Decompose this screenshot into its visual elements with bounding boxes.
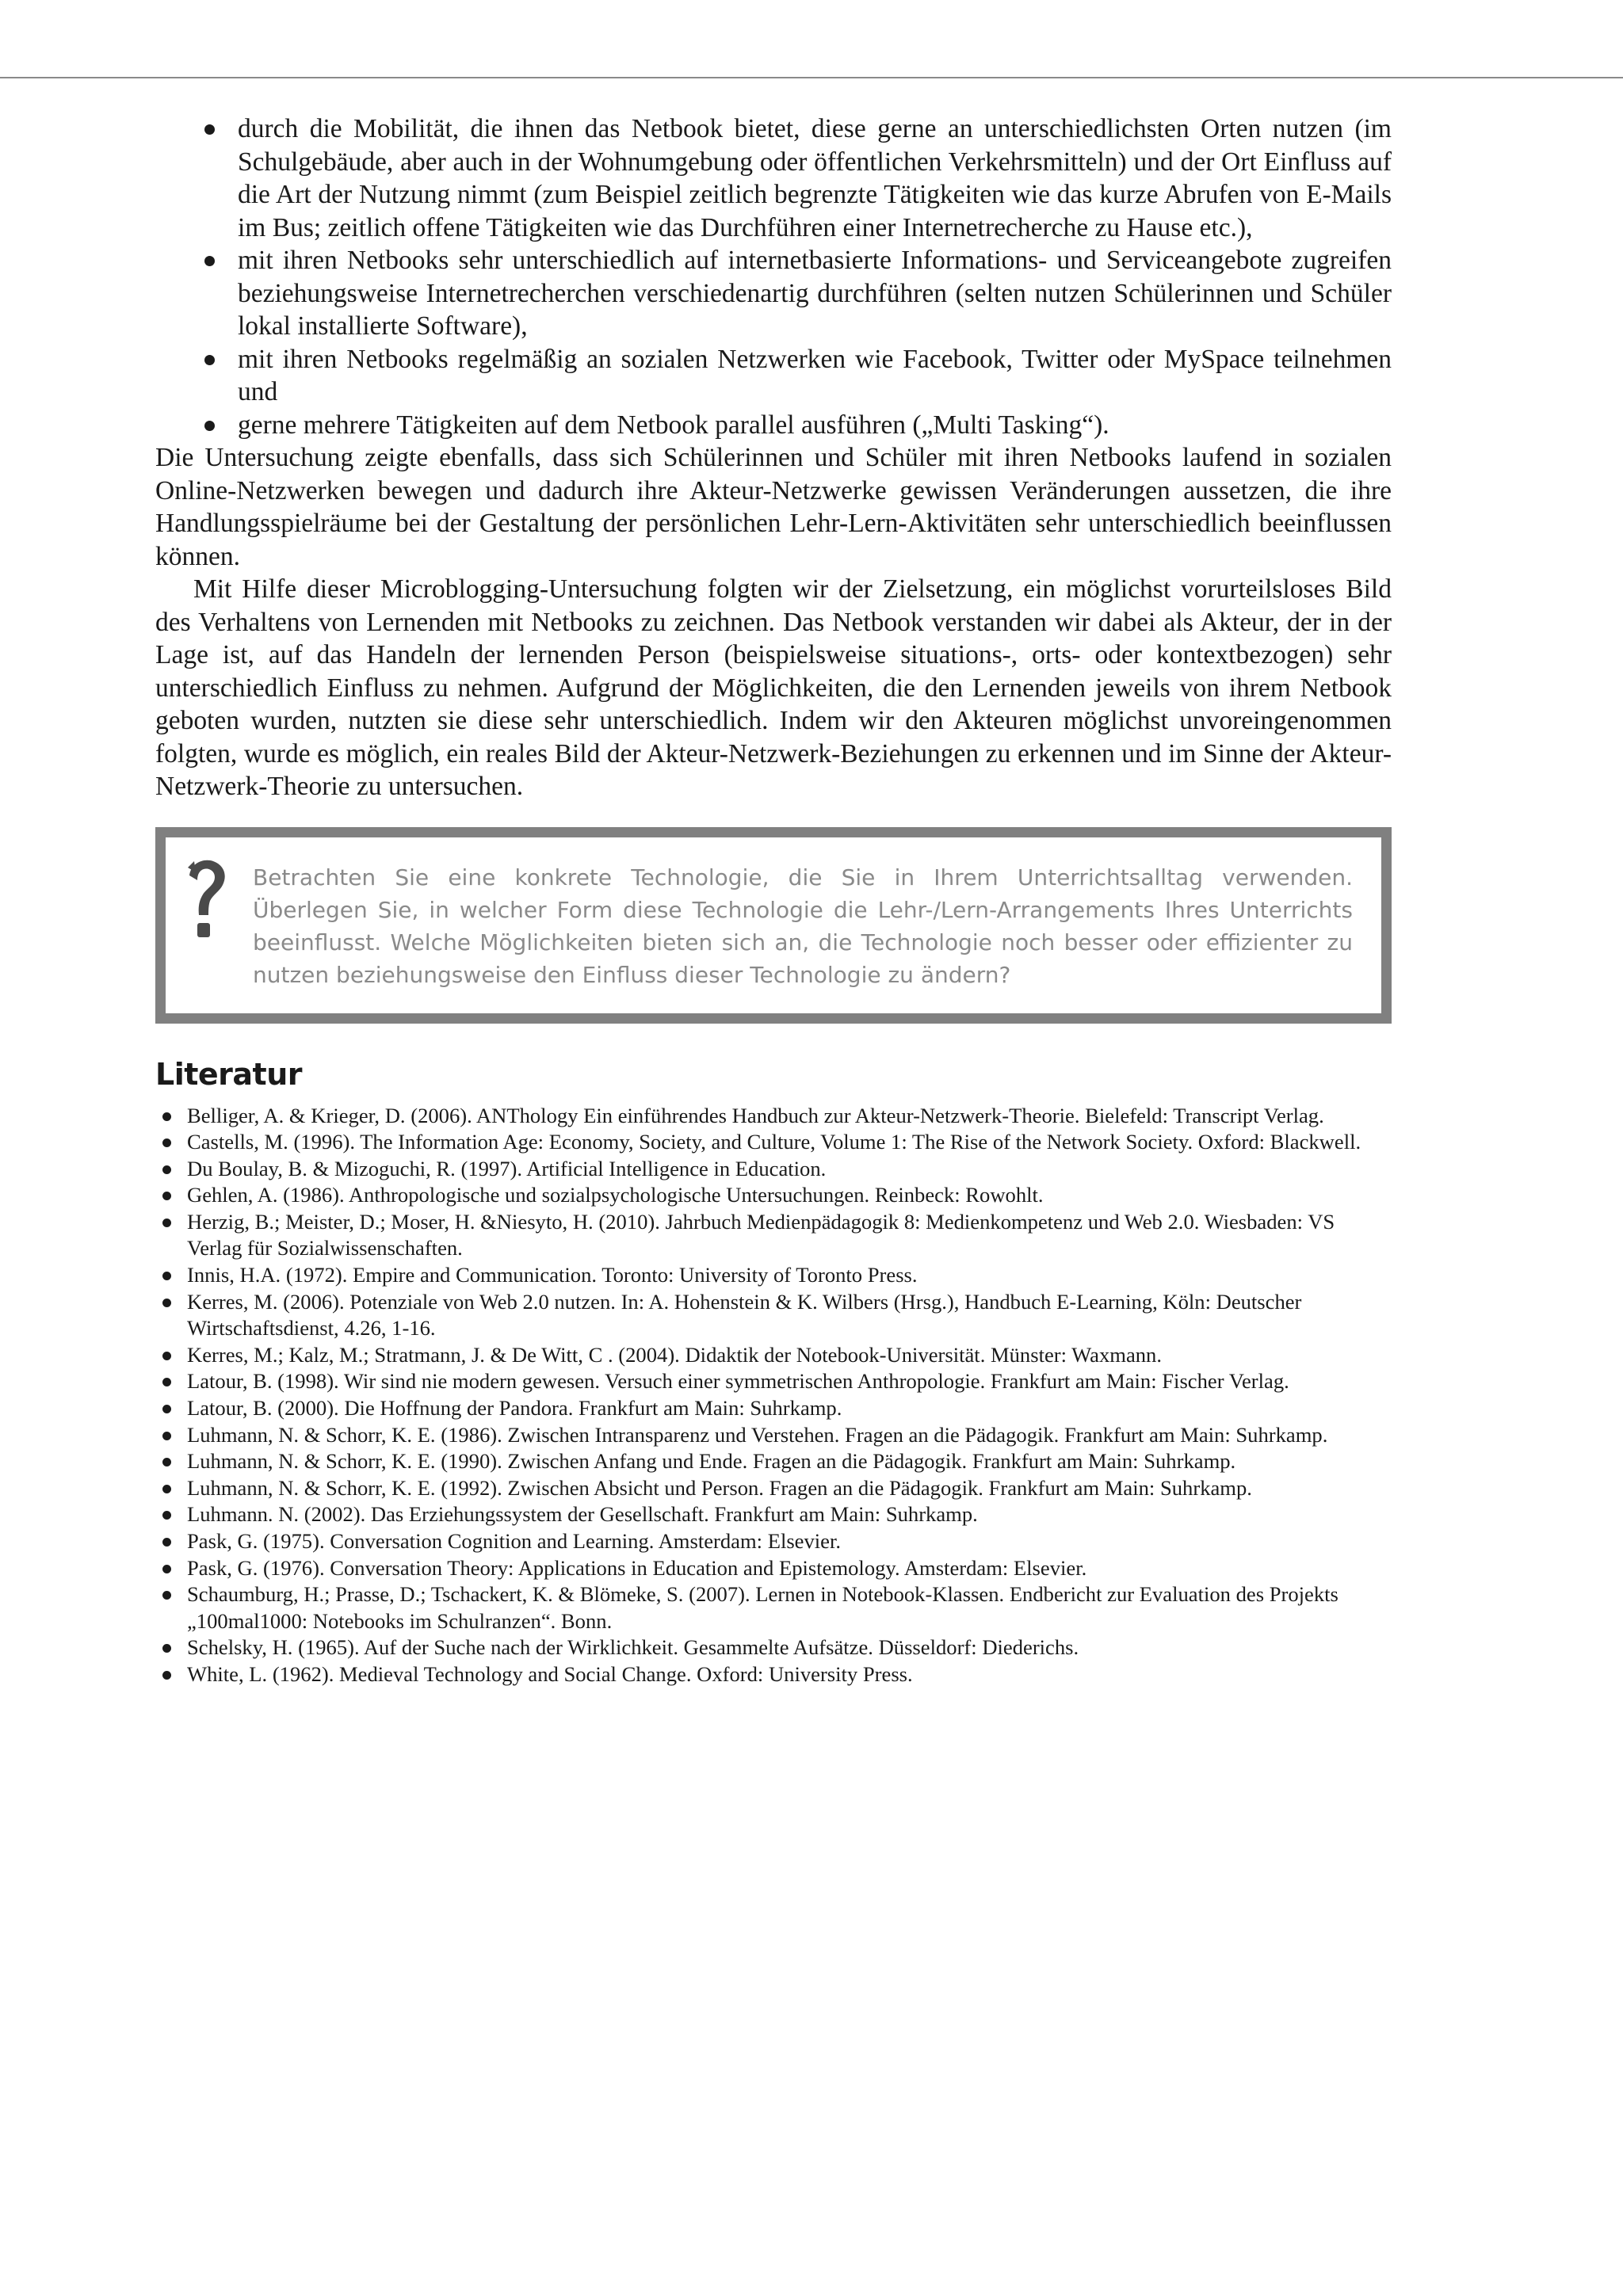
reference-item: Kerres, M. (2006). Potenziale von Web 2.0 nutzen. In: A. Hohenstein & K. Wilbers (Hrsg.), Handbuch E-Learning, Köln: Deutscher Wirtschaftsdienst, 4.26, 1-16. — [187, 1289, 1392, 1342]
question-mark-icon — [178, 858, 234, 945]
bullet-icon — [162, 1485, 171, 1493]
reference-item: Innis, H.A. (1972). Empire and Communication. Toronto: University of Toronto Press. — [187, 1262, 1392, 1289]
bullet-icon — [162, 1378, 171, 1386]
bullet-icon — [162, 1352, 171, 1360]
reference-item: Castells, M. (1996). The Information Age: Economy, Society, and Culture, Volume 1: The Rise of the Network Society. Oxford: Blackwell. — [187, 1129, 1392, 1156]
list-item: durch die Mobilität, die ihnen das Netbook bietet, diese gerne an unterschiedlichsten Orten nutzen (im Schulgebäude, aber auch in der Wohnumgebung oder öffentlichen Verkehrsmitteln) und der Ort Einfluss auf die Art der Nutzung nimmt (zum Beispiel zeitlich begrenzte Tätigkeiten wie das kurze Abrufen von E-Mails im Bus; zeitlich offene Tätigkeiten wie das Durchführen einer Internetrecherche zu Hause etc.), — [238, 113, 1392, 244]
bullet-icon — [204, 124, 215, 135]
reference-item: Gehlen, A. (1986). Anthropologische und sozialpsychologische Untersuchungen. Reinbeck: Rowohlt. — [187, 1182, 1392, 1209]
reference-item: Du Boulay, B. & Mizoguchi, R. (1997). Artificial Intelligence in Education. — [187, 1156, 1392, 1183]
reference-item: Luhmann. N. (2002). Das Erziehungssystem der Gesellschaft. Frankfurt am Main: Suhrkamp. — [187, 1501, 1392, 1528]
bullet-icon — [162, 1165, 171, 1174]
bullet-icon — [204, 256, 215, 266]
bullet-icon — [162, 1432, 171, 1440]
bullet-icon — [162, 1538, 171, 1547]
bullet-icon — [162, 1405, 171, 1413]
bullet-icon — [162, 1138, 171, 1147]
reference-item: Luhmann, N. & Schorr, K. E. (1990). Zwischen Anfang und Ende. Fragen an die Pädagogik. Frankfurt am Main: Suhrkamp. — [187, 1448, 1392, 1475]
list-item: mit ihren Netbooks sehr unterschiedlich auf internetbasierte Informations- und Serviceangebote zugreifen beziehungsweise Internetrecherchen verschiedenartig durchführen (selten nutzen Schülerinnen und Schüler lokal installierte Software), — [238, 244, 1392, 343]
body-text — [155, 113, 1392, 803]
reference-item: White, L. (1962). Medieval Technology and Social Change. Oxford: University Press. — [187, 1661, 1392, 1688]
reference-item: Schelsky, H. (1965). Auf der Suche nach der Wirklichkeit. Gesammelte Aufsätze. Düsseldorf: Diederichs. — [187, 1634, 1392, 1661]
page-content — [155, 113, 1392, 1688]
literature-heading: Literatur — [155, 1056, 303, 1092]
reference-item: Kerres, M.; Kalz, M.; Stratmann, J. & De Witt, C . (2004). Didaktik der Notebook-Universität. Münster: Waxmann. — [187, 1342, 1392, 1369]
bullet-icon — [162, 1565, 171, 1573]
reference-item: Luhmann, N. & Schorr, K. E. (1992). Zwischen Absicht und Person. Fragen an die Pädagogik. Frankfurt am Main: Suhrkamp. — [187, 1475, 1392, 1502]
list-item: gerne mehrere Tätigkeiten auf dem Netbook parallel ausführen („Multi Tasking“). — [238, 409, 1392, 442]
bullet-icon — [162, 1591, 171, 1600]
bullet-icon — [162, 1112, 171, 1121]
bullet-icon — [204, 421, 215, 431]
reference-item: Belliger, A. & Krieger, D. (2006). ANThology Ein einführendes Handbuch zur Akteur-Netzwerk-Theorie. Bielefeld: Transcript Verlag. — [187, 1103, 1392, 1130]
bullet-icon — [162, 1192, 171, 1200]
reference-item: Schaumburg, H.; Prasse, D.; Tschackert, K. & Blömeke, S. (2007). Lernen in Notebook-Klassen. Endbericht zur Evaluation des Projekts „100mal1000: Notebooks im Schulranzen“. Bonn. — [187, 1581, 1392, 1634]
bullet-icon — [162, 1511, 171, 1520]
reference-item: Latour, B. (2000). Die Hoffnung der Pandora. Frankfurt am Main: Suhrkamp. — [187, 1395, 1392, 1422]
list-item: mit ihren Netbooks regelmäßig an sozialen Netzwerken wie Facebook, Twitter oder MySpace teilnehmen und — [238, 343, 1392, 409]
reference-item: Pask, G. (1976). Conversation Theory: Applications in Education and Epistemology. Amsterdam: Elsevier. — [187, 1555, 1392, 1582]
bullet-icon — [162, 1219, 171, 1227]
reference-item: Latour, B. (1998). Wir sind nie modern gewesen. Versuch einer symmetrischen Anthropologie. Frankfurt am Main: Fischer Verlag. — [187, 1368, 1392, 1395]
header-rule — [0, 77, 1623, 78]
reference-item: Pask, G. (1975). Conversation Cognition and Learning. Amsterdam: Elsevier. — [187, 1528, 1392, 1555]
reference-list — [155, 1103, 1392, 1688]
bullet-icon — [162, 1272, 171, 1280]
paragraph: Mit Hilfe dieser Microblogging-Untersuchung folgten wir der Zielsetzung, ein möglichst vorurteilsloses Bild des Verhaltens von Lernenden mit Netbooks zu zeichnen. Das Netbook verstanden wir dabei als Akteur, der in der Lage ist, auf das Handeln der lernenden Person (beispielsweise situations-, orts- oder kontextbezogen) sehr unterschiedlich Einfluss zu nehmen. Aufgrund der Möglichkeiten, die den Lernenden jeweils von ihrem Netbook geboten wurden, nutzten sie diese sehr unterschiedlich. Indem wir den Akteuren möglichst unvoreingenommen folgten, wurde es möglich, ein reales Bild der Akteur-Netzwerk-Beziehungen zu erkennen und im Sinne der Akteur-Netzwerk-Theorie zu untersuchen. — [155, 574, 1392, 801]
bullet-icon — [162, 1458, 171, 1466]
paragraph: Die Untersuchung zeigte ebenfalls, dass sich Schülerinnen und Schüler mit ihren Netbooks laufend in sozialen Online-Netzwerken bewegen und dadurch ihre Akteur-Netzwerke gewissen Veränderungen aussetzen, die ihre Handlungsspielräume bei der Gestaltung der persönlichen Lehr-Lern-Aktivitäten sehr unterschiedlich beeinflussen können. — [155, 443, 1392, 571]
bullet-icon — [162, 1671, 171, 1680]
bullet-icon — [162, 1299, 171, 1307]
reference-item: Herzig, B.; Meister, D.; Moser, H. &Niesyto, H. (2010). Jahrbuch Medienpädagogik 8: Medienkompetenz und Web 2.0. Wiesbaden: VS Verlag für Sozialwissenschaften. — [187, 1209, 1392, 1262]
callout-text: Betrachten Sie eine konkrete Technologie, die Sie in Ihrem Unterrichtsalltag verwenden. Überlegen Sie, in welcher Form diese Technologie die Lehr-/Lern-Arrangements Ihres Unterrichts beeinflusst. Welche Möglichkeiten bieten sich an, die Technologie noch besser oder effizienter zu nutzen beziehungsweise den Einfluss dieser Technologie zu ändern? — [253, 864, 1353, 988]
bullet-icon — [162, 1644, 171, 1653]
bullet-icon — [204, 355, 215, 365]
reference-item: Luhmann, N. & Schorr, K. E. (1986). Zwischen Intransparenz und Verstehen. Fragen an die Pädagogik. Frankfurt am Main: Suhrkamp. — [187, 1422, 1392, 1449]
reflection-callout — [155, 827, 1392, 1024]
findings-list — [155, 113, 1392, 441]
